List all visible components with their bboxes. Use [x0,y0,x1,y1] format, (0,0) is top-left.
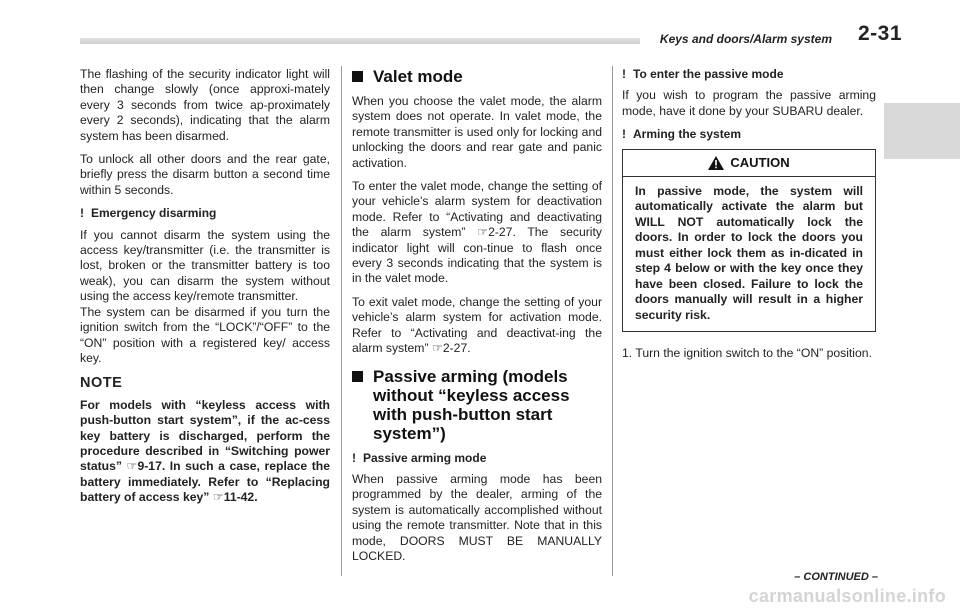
paragraph: The flashing of the security indicator light will then change slowly (once approxi-mately every 3 seconds from twice ap-proximately every 2 seconds), indicating that the alarm system has been disarmed. [80,67,330,143]
paragraph: To exit valet mode, change the setting of your vehicle’s alarm system for activation mode. Refer to “Activating and deactivat-ing the alarm system” ☞2-27. [352,294,602,356]
caution-box [622,149,876,333]
continued-label: – CONTINUED – [794,571,878,583]
middle-column [352,67,602,572]
header-rule [80,38,640,44]
subheading-enter-passive-mode: ! To enter the passive mode [622,67,784,81]
subheading-emergency-disarming: ! Emergency disarming [80,206,217,221]
caution-title: CAUTION [730,154,790,170]
paragraph: To unlock all other doors and the rear gate, briefly press the disarm button a second time within 5 seconds. [80,152,330,197]
paragraph: To enter the valet mode, change the setting of your vehicle’s alarm system for deactivation mode. Refer to “Activating and deactivating the alarm system” ☞2-27. The security indicator light will con-tinue to flash once every 3 seconds indicating that the system is in the valet mode. [352,179,602,286]
warning-triangle-icon [708,156,724,170]
subheading-passive-arming-mode: ! Passive arming mode [352,450,487,465]
left-column [80,67,330,514]
section-heading-valet-mode: Valet mode [352,67,602,86]
note-body: For models with “keyless access with push-button start system”, if the ac-cess key battery is discharged, perform the procedure described in “Switching power status” ☞9-17. In such a case, replace the battery immediately. Refer to “Replacing battery of access key” ☞11-42. [80,397,330,505]
page-number: 2-31 [857,22,902,45]
paragraph: If you cannot disarm the system using the access key/transmitter (i.e. the transmitter is lost, broken or the transmitter battery is too weak), you can disarm the system without using the access key/remote transmitter. [80,227,330,304]
step-1: 1. Turn the ignition switch to the “ON” position. [622,346,872,361]
paragraph: If you wish to program the passive arming mode, have it done by your SUBARU dealer. [622,88,876,118]
paragraph: The system can be disarmed if you turn the ignition switch from the “LOCK”/“OFF” to the “ON” position with a registered key/ access key. [80,304,330,365]
bullet-icon: ! [622,127,626,142]
paragraph: When passive arming mode has been programmed by the dealer, arming of the system is automatically accomplished without using the remote transmitter. Note that in this mode, DOORS MUST BE MANUALLY LOCKED. [352,471,602,563]
caution-body: In passive mode, the system will automatically activate the alarm but WILL NOT automatically lock the doors. In order to lock the doors you must either lock them as in-dicated in step 4 below or with the key once they have been closed. Failure to lock the doors manually will result in a higher security risk. [635,183,863,322]
column-divider-left [341,66,342,576]
chapter-tab [884,103,960,159]
section-title: Keys and doors/Alarm system [659,32,832,46]
section-square-icon [352,71,363,82]
caution-header [623,150,875,177]
watermark: carmanualsonline.info [748,586,946,606]
subheading-arming-system: ! Arming the system [622,127,742,142]
bullet-icon: ! [80,206,84,221]
note-title: NOTE [80,375,123,392]
bullet-icon: ! [622,67,626,81]
right-column [622,67,876,370]
paragraph: When you choose the valet mode, the alarm system does not operate. In valet mode, the remote transmitter is used only for locking and unlocking the doors and rear gate and panic activation. [352,94,602,170]
bullet-icon: ! [352,450,356,465]
column-divider-right [612,66,613,576]
section-square-icon [352,371,363,382]
section-heading-passive-arming: Passive arming (models without “keyless access with push-button start system”) [352,367,602,443]
